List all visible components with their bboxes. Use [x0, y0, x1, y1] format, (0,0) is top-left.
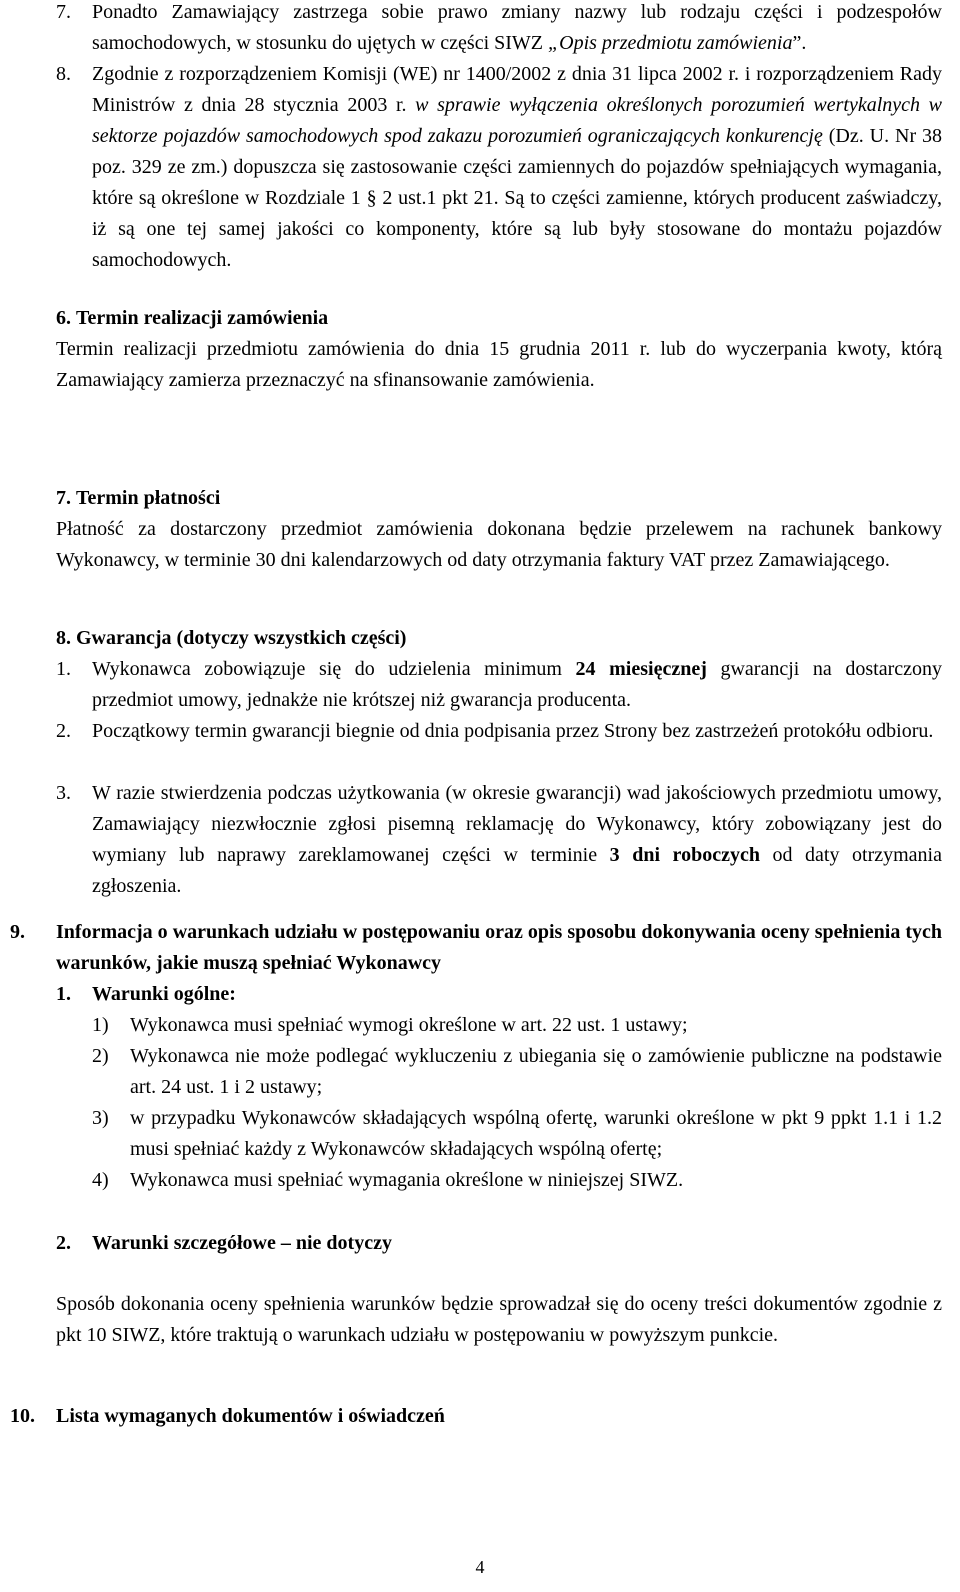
item-8-text-c: (Dz. U. Nr 38 poz. 329 ze zm.) dopuszcza się zastosowanie części zamiennych do pojazdów spełniających wymagania, które są określone w Rozdziale 1 § 2 ust.1 pkt 21. Są to części zamienne, których producent zaświadczy, iż są one tej samej jakości co komponenty, które są lub były stosowane do montażu pojazdów samochodowych.	[92, 125, 943, 271]
section-9-closing: Sposób dokonania oceny spełnienia warunków będzie sprowadzał się do oceny treści dokumentów zgodnie z pkt 10 SIWZ, które traktują o warunkach udziału w postępowaniu w powyższym punkcie.	[56, 1293, 942, 1346]
page-number: 4	[475, 1557, 485, 1577]
section-6-number: 6.	[56, 307, 71, 329]
section-6	[56, 303, 942, 396]
section-9-sub-2-number: 2.	[56, 1232, 71, 1254]
section-8-point-1	[92, 654, 942, 716]
section-8-point-1-bold: 24 miesięcznej	[575, 658, 707, 680]
section-8	[56, 623, 942, 654]
section-9-sub-1-number: 1.	[56, 983, 71, 1005]
section-8-point-2: Początkowy termin gwarancji biegnie od dnia podpisania przez Strony bez zastrzeżeń protokółu odbioru.	[92, 720, 934, 742]
section-9-sub-2-heading: Warunki szczegółowe – nie dotyczy	[92, 1232, 392, 1254]
item-7-text-b: „Opis przedmiotu zamówienia	[548, 32, 793, 54]
list-item: 4) Wykonawca musi spełniać wymagania określone w niniejszej SIWZ.	[92, 1169, 684, 1191]
section-8-point-1-number: 1.	[56, 658, 71, 680]
list-item: 3) w przypadku Wykonawców składających wspólną ofertę, warunki określone w pkt 9 ppkt 1.1 i 1.2 musi spełniać każdy z Wykonawców składających wspólną ofertę;	[92, 1107, 942, 1160]
section-8-point-1-a: Wykonawca zobowiązuje się do udzielenia minimum	[92, 658, 576, 680]
conditions-list	[92, 1010, 942, 1196]
section-8-point-3-a: W razie stwierdzenia podczas użytkowania (w okresie gwarancji) wad jakościowych przedmiotu umowy, Zamawiający niezwłocznie zgłosi pisemną reklamację do Wykonawcy, który zobowiązany jest do wymiany lub naprawy zareklamowanej części w terminie	[92, 782, 942, 866]
item-7-text	[92, 0, 942, 59]
item-7-text-a: Ponadto Zamawiający zastrzega sobie prawo zmiany nazwy lub rodzaju części i podzespołów samochodowych, w stosunku do ujętych w części SIWZ	[92, 1, 942, 54]
list-item: 1) Wykonawca musi spełniać wymogi określone w art. 22 ust. 1 ustawy;	[92, 1014, 688, 1036]
section-7-body: Płatność za dostarczony przedmiot zamówienia dokonana będzie przelewem na rachunek bankowy Wykonawcy, w terminie 30 dni kalendarzowych od daty otrzymania faktury VAT przez Zamawiającego.	[56, 518, 942, 571]
section-8-point-3	[92, 778, 942, 902]
section-6-heading: Termin realizacji zamówienia	[76, 307, 329, 329]
section-9-number: 9.	[10, 921, 25, 943]
section-7-number: 7.	[56, 487, 71, 509]
section-7-heading: Termin płatności	[76, 487, 221, 509]
item-8-text	[92, 59, 942, 276]
section-8-number: 8.	[56, 627, 71, 649]
section-8-point-2-number: 2.	[56, 720, 71, 742]
list-item: 2) Wykonawca nie może podlegać wykluczeniu z ubiegania się o zamówienie publiczne na podstawie art. 24 ust. 1 i 2 ustawy;	[92, 1045, 942, 1098]
section-8-point-3-c: od daty otrzymania zgłoszenia.	[92, 844, 942, 897]
section-8-point-1-c: gwarancji na dostarczony przedmiot umowy, jednakże nie krótszej niż gwarancja producenta.	[92, 658, 943, 711]
item-8-number: 8.	[56, 63, 71, 85]
section-8-point-3-number: 3.	[56, 782, 71, 804]
section-8-heading: Gwarancja (dotyczy wszystkich części)	[76, 627, 407, 649]
item-8-text-b: w sprawie wyłączenia określonych porozumień wertykalnych w sektorze pojazdów samochodowych spod zakazu porozumień ograniczających konkurencję	[92, 94, 943, 147]
section-10-number: 10.	[10, 1405, 35, 1427]
section-6-body: Termin realizacji przedmiotu zamówienia do dnia 15 grudnia 2011 r. lub do wyczerpania kwoty, którą Zamawiający zamierza przeznaczyć na sfinansowanie zamówienia.	[56, 338, 942, 391]
section-9-heading: Informacja o warunkach udziału w postępowaniu oraz opis sposobu dokonywania oceny spełnienia tych warunków, jakie muszą spełniać Wykonawcy	[56, 921, 942, 974]
section-7	[56, 483, 942, 576]
section-8-point-3-bold: 3 dni roboczych	[609, 844, 760, 866]
section-10-heading: Lista wymaganych dokumentów i oświadczeń	[56, 1405, 445, 1427]
section-9-sub-1-heading: Warunki ogólne:	[92, 983, 236, 1005]
item-7-text-c: ”.	[792, 32, 807, 54]
item-7-number: 7.	[56, 1, 71, 23]
item-8-text-a: Zgodnie z rozporządzeniem Komisji (WE) nr 1400/2002 z dnia 31 lipca 2002 r. i rozporządzeniem Rady Ministrów z dnia 28 stycznia 2003 r.	[92, 63, 942, 116]
